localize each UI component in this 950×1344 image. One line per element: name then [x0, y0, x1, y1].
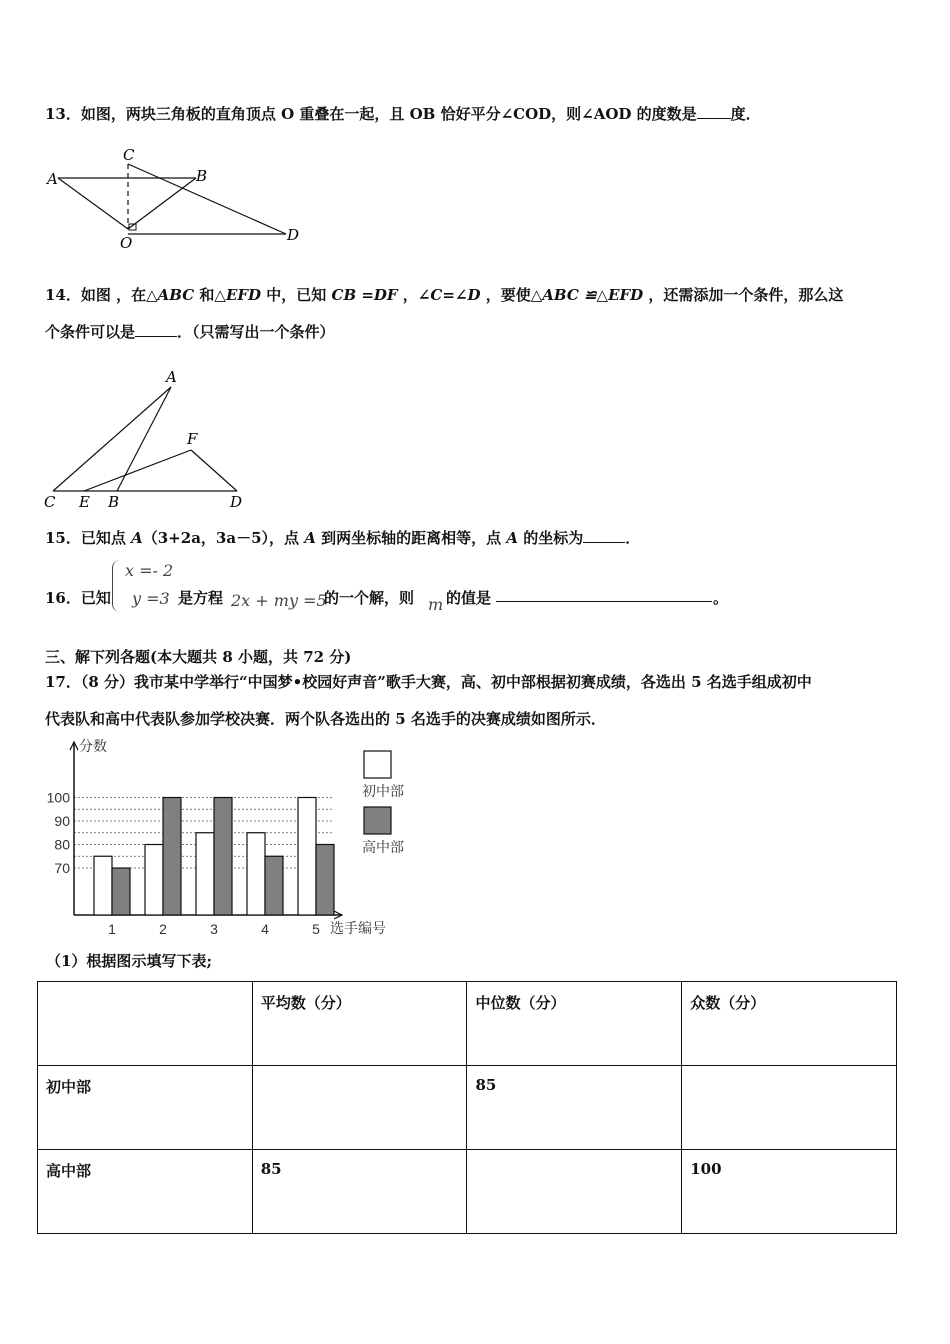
- bar: [196, 833, 214, 915]
- q14-angle-eq: C=∠D: [430, 286, 481, 304]
- q16-system-brace: [112, 560, 121, 612]
- q16-text-d: 的值是: [446, 589, 492, 607]
- table-cell[interactable]: [467, 1150, 682, 1234]
- y-tick-label: 100: [46, 789, 70, 806]
- q15-coords: （3+2a，3a－5）: [142, 529, 270, 547]
- q13-label-a: A: [47, 170, 58, 188]
- q15-point-3: A: [506, 529, 518, 547]
- q13-text: [45, 103, 761, 124]
- table-cell: 初中部: [38, 1066, 253, 1150]
- q16-eq1: x =- 2: [125, 561, 174, 580]
- q14-cbdf: CB =DF: [331, 286, 398, 304]
- q14-abc: ABC: [157, 286, 195, 304]
- table-row: [38, 1150, 897, 1234]
- q15-text-e: ．: [625, 529, 641, 547]
- q16-text-b: 是方程: [178, 589, 224, 607]
- y-axis-label: 分数: [79, 738, 107, 754]
- x-tick-label: 4: [261, 921, 269, 937]
- q16-answer-blank[interactable]: [496, 601, 712, 602]
- table-cell[interactable]: 100: [682, 1150, 897, 1234]
- q15-text-d: 的坐标为: [517, 529, 584, 547]
- q14-efd: EFD: [225, 286, 262, 304]
- table-cell[interactable]: [682, 1066, 897, 1150]
- table-row: [38, 1066, 897, 1150]
- table-cell[interactable]: 85: [252, 1150, 467, 1234]
- q14-label-a: A: [166, 368, 177, 386]
- q14-text-e: ，要使△: [480, 286, 543, 304]
- q16-equation: 2x + my =5: [231, 591, 327, 610]
- y-tick-label: 80: [54, 836, 70, 853]
- bar: [94, 856, 112, 915]
- table-header-cell: 平均数（分）: [252, 982, 467, 1066]
- q14-line2: [45, 321, 335, 342]
- q16-eq2: y =3: [132, 589, 170, 608]
- legend-swatch: [364, 751, 391, 778]
- q15-point: A: [131, 529, 143, 547]
- q13-label-d: D: [287, 226, 300, 244]
- q13-text-a: 13．如图，两块三角板的直角顶点 O 重叠在一起，且 OB 恰好平分∠COD，则∠AOD 的度数是: [45, 105, 697, 123]
- bar: [316, 845, 334, 916]
- section3-heading: 三、解下列各题(本大题共 8 小题，共 72 分): [45, 648, 352, 666]
- table-header-cell: [38, 982, 253, 1066]
- legend-label: 初中部: [362, 783, 404, 799]
- legend-label: 高中部: [362, 839, 404, 855]
- q14-label-c: C: [44, 493, 56, 511]
- q15-text-c: 到两坐标轴的距离相等，点: [315, 529, 507, 547]
- q14-text-f: ，还需添加一个条件，那么这: [643, 286, 844, 304]
- q16-text-c: 的一个解，则: [324, 589, 415, 607]
- x-tick-label: 2: [159, 921, 167, 937]
- q13-text-b: 度．: [730, 105, 761, 123]
- bar: [265, 856, 283, 915]
- q14-text-a: 14．如图 ，在△: [45, 286, 158, 304]
- q13-answer-blank[interactable]: [697, 104, 731, 119]
- q13-label-c: C: [123, 146, 135, 164]
- q14-label-b: B: [108, 493, 120, 511]
- stats-table: [37, 981, 897, 1234]
- q16-var: m: [428, 595, 444, 614]
- y-tick-label: 70: [54, 860, 70, 876]
- q14-label-e: E: [79, 493, 90, 511]
- q15-text-a: 15．已知点: [45, 529, 132, 547]
- bar: [214, 798, 232, 916]
- q15-answer-blank[interactable]: [583, 528, 625, 543]
- q14-text-b: 和△: [194, 286, 226, 304]
- q13-figure: [44, 142, 314, 252]
- q16-text-e: 。: [713, 589, 729, 607]
- q15-text: [45, 527, 640, 548]
- x-tick-label: 5: [312, 921, 320, 937]
- q17-line1: 17．（8 分）我市某中学举行“中国梦•校园好声音”歌手大赛，高、初中部根据初赛成绩，各选出 5 名选手组成初中: [45, 673, 812, 691]
- bar: [145, 845, 163, 916]
- q14-line2-a: 个条件可以是: [45, 323, 136, 341]
- table-cell[interactable]: [252, 1066, 467, 1150]
- table-cell: 高中部: [38, 1150, 253, 1234]
- q14-line2-b: ．（只需写出一个条件）: [177, 323, 335, 341]
- q17-sub1: （1）根据图示填写下表;: [46, 952, 212, 970]
- x-axis-label: 选手编号: [330, 920, 386, 936]
- q14-congruent: ABC ≌△EFD: [542, 286, 644, 304]
- bar: [112, 868, 130, 915]
- q14-label-d: D: [230, 493, 243, 511]
- table-header-cell: 中位数（分）: [467, 982, 682, 1066]
- bar: [163, 798, 181, 916]
- q14-figure: [40, 366, 255, 514]
- score-bar-chart: [36, 734, 426, 940]
- q15-point-2: A: [304, 529, 316, 547]
- q14-text-d: ，∠: [397, 286, 431, 304]
- q14-line1: [45, 284, 843, 305]
- q13-label-o: O: [120, 234, 133, 252]
- q16-text-a: 16．已知: [45, 589, 111, 607]
- table-cell[interactable]: 85: [467, 1066, 682, 1150]
- q15-text-b: ，点: [269, 529, 305, 547]
- q14-text-c: 中，已知: [261, 286, 332, 304]
- bar: [298, 798, 316, 916]
- x-tick-label: 3: [210, 921, 218, 937]
- legend-swatch: [364, 807, 391, 834]
- q14-label-f: F: [187, 430, 198, 448]
- q13-label-b: B: [196, 167, 208, 185]
- x-tick-label: 1: [108, 921, 116, 937]
- q16-label: [45, 587, 111, 608]
- y-tick-label: 90: [54, 813, 70, 829]
- table-header-row: [38, 982, 897, 1066]
- q17-line2: 代表队和高中代表队参加学校决赛．两个队各选出的 5 名选手的决赛成绩如图所示．: [45, 710, 606, 728]
- table-header-cell: 众数（分）: [682, 982, 897, 1066]
- q14-answer-blank[interactable]: [135, 322, 177, 337]
- bar: [247, 833, 265, 915]
